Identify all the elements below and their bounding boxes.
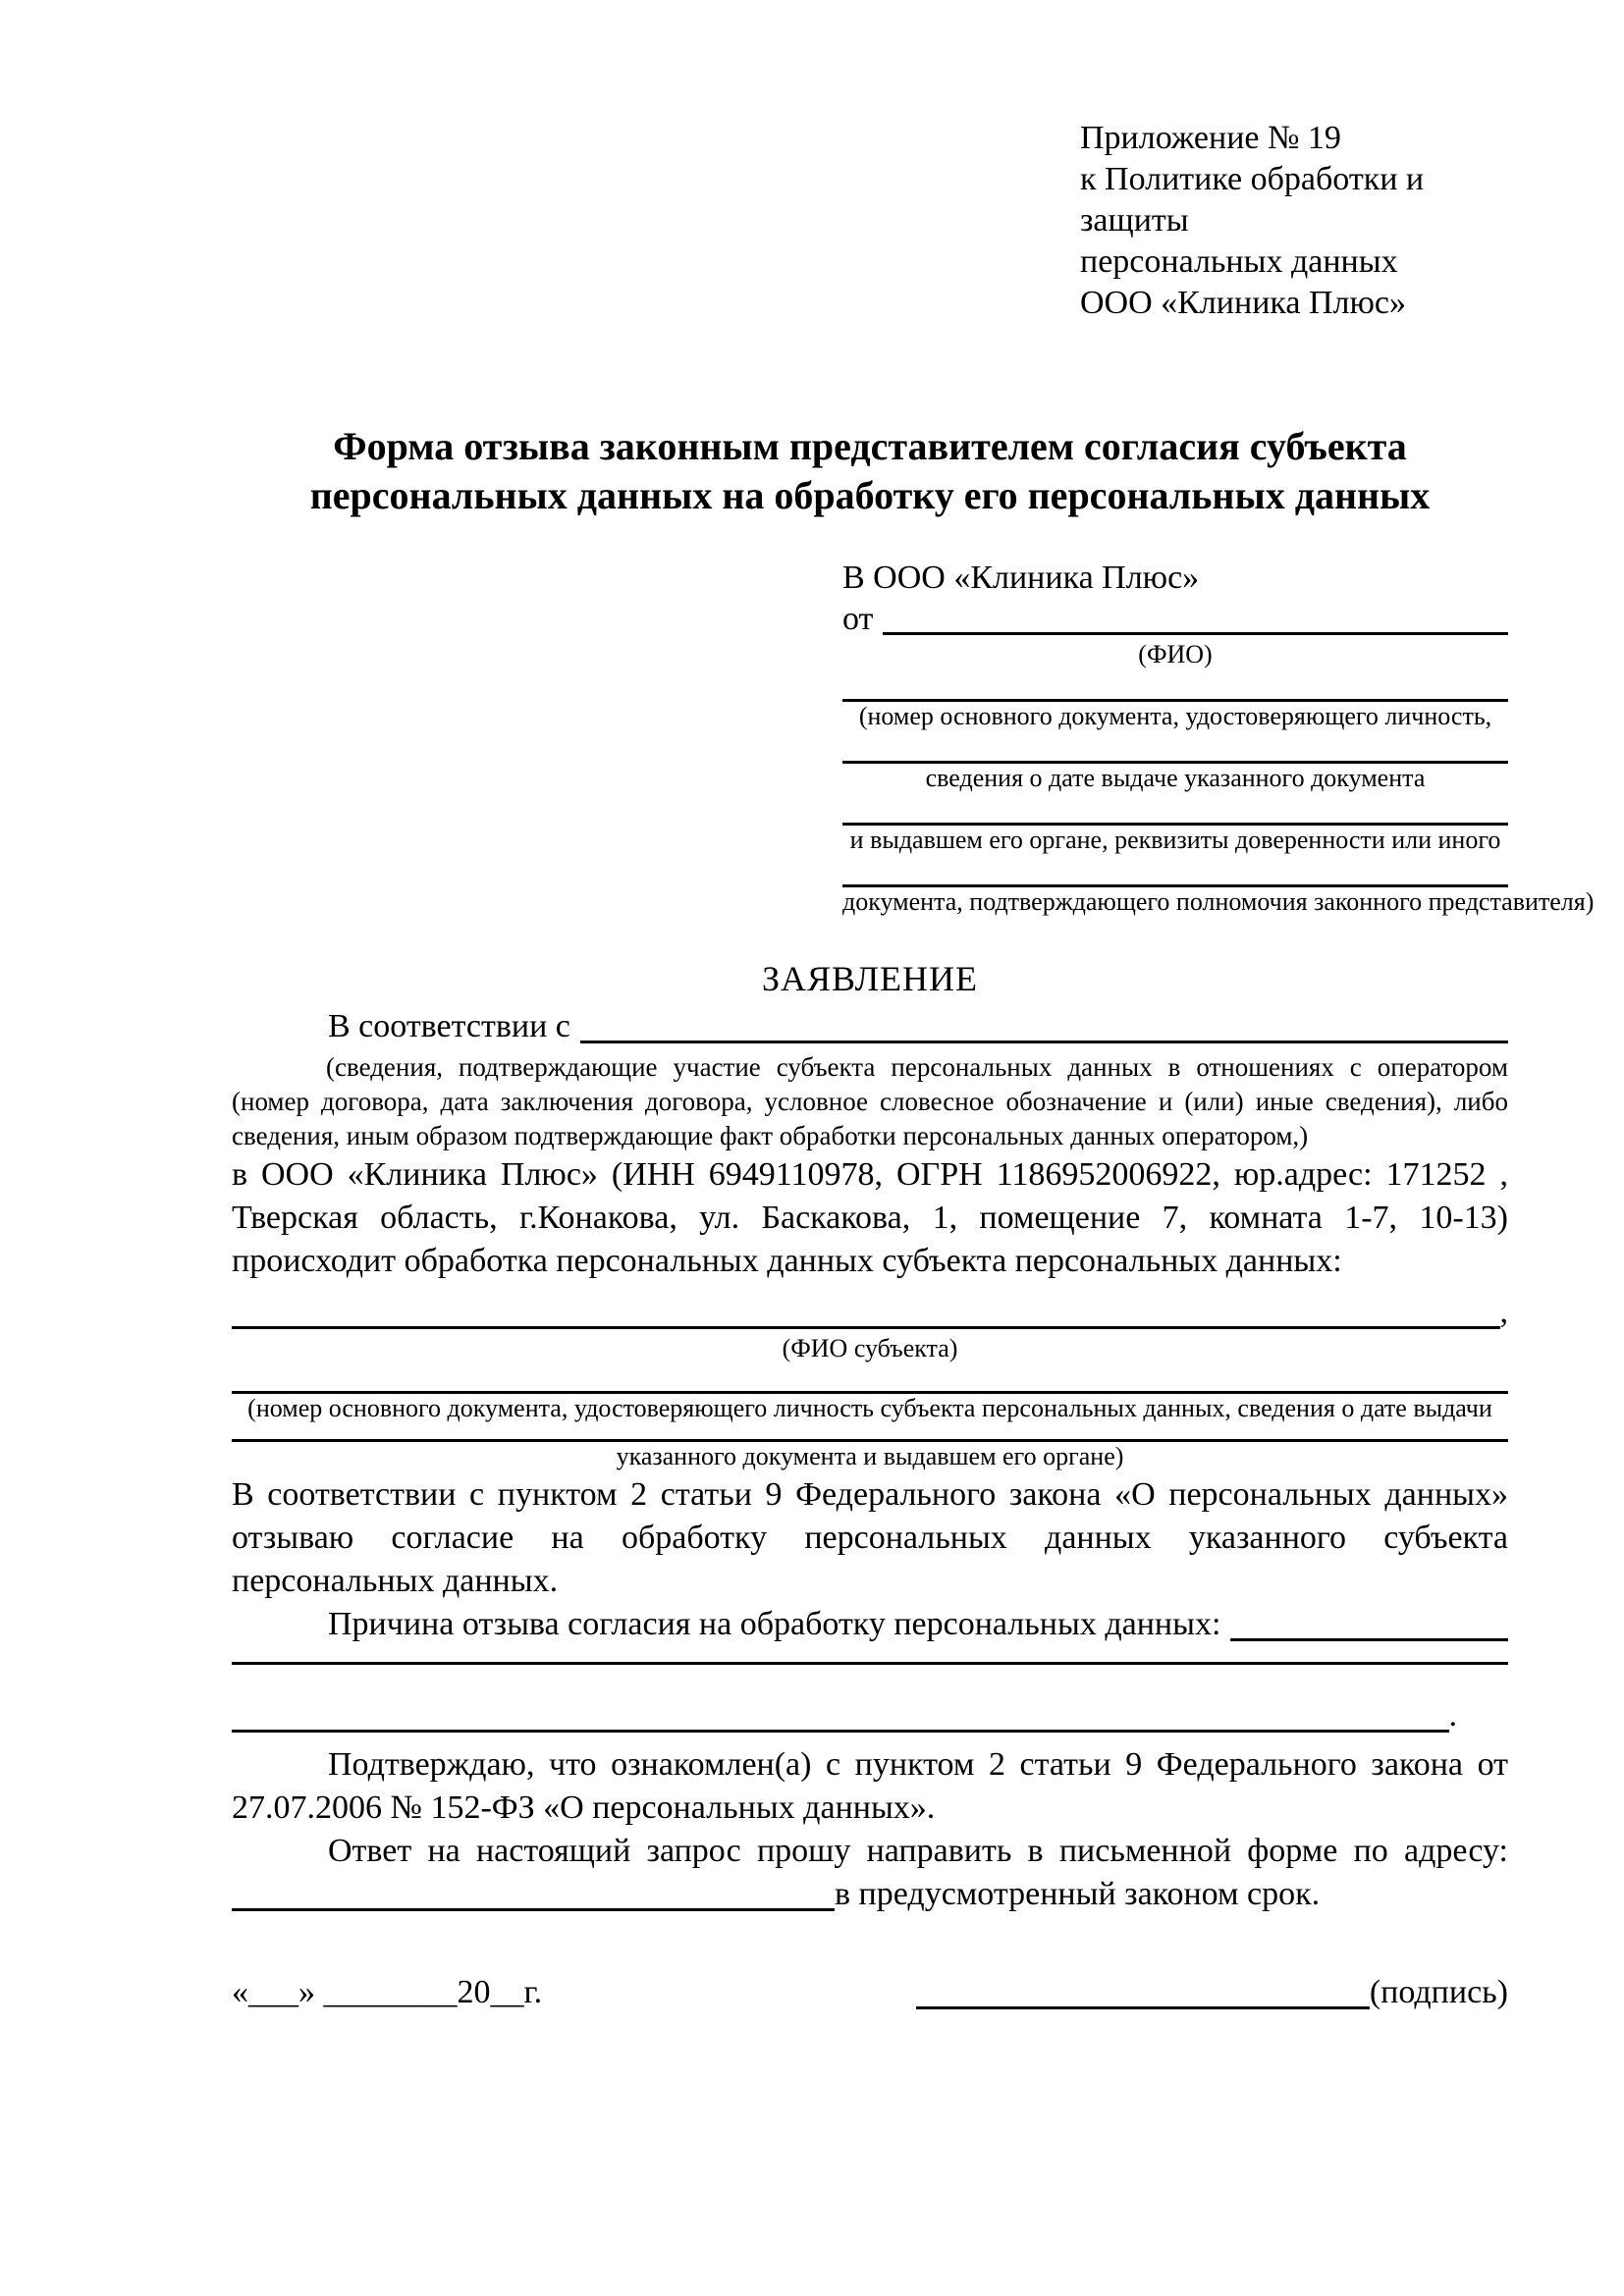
signature-caption: (подпись): [1369, 1974, 1508, 2010]
reason-extra-field-2[interactable]: [232, 1730, 1449, 1733]
statement-heading: ЗАЯВЛЕНИЕ: [761, 959, 979, 998]
subject-fio-caption: (ФИО субъекта): [782, 1334, 958, 1362]
addressee-org: В ООО «Клиника Плюс»: [842, 560, 1200, 596]
appendix-line: к Политике обработки и защиты: [1080, 161, 1425, 239]
reason-label: Причина отзыва согласия на обработку персональных данных:: [328, 1606, 1221, 1642]
signature-field[interactable]: [916, 2006, 1370, 2009]
reason-field[interactable]: [1230, 1638, 1508, 1641]
doc-line-group: [842, 761, 1508, 793]
accordance-row: [232, 1005, 1508, 1048]
accordance-field[interactable]: [580, 1041, 1508, 1043]
signature-group: [916, 1971, 1508, 2014]
doc-caption-1: (номер основного документа, удостоверяющего личность,: [858, 702, 1492, 730]
representative-fio-field[interactable]: [883, 632, 1508, 635]
form-title-line: персональных данных на обработку его персональных данных: [309, 473, 1431, 517]
from-row: [842, 599, 1508, 640]
reason-extra-field-1[interactable]: [232, 1662, 1508, 1665]
confirm-paragraph: Подтверждаю, что ознакомлен(а) с пунктом 2 статьи 9 Федерального закона от 27.07.2006 № 152-ФЗ «О персональных данных».: [232, 1746, 1508, 1826]
form-title: [232, 422, 1508, 520]
doc-line-group: [842, 884, 1595, 917]
reason-row: [232, 1603, 1508, 1646]
subject-doc-caption-1: (номер основного документа, удостоверяющего личность субъекта персональных данных, сведения о дате выдачи: [247, 1394, 1492, 1422]
withdraw-paragraph: В соответствии с пунктом 2 статьи 9 Федерального закона «О персональных данных» отзываю согласие на обработку персональных данных указанного субъекта персональных данных.: [232, 1476, 1508, 1599]
doc-line-group: [842, 823, 1508, 855]
reason-extra-row: [232, 1694, 1508, 1737]
subject-fio-comma: ,: [1499, 1294, 1508, 1330]
appendix-line: ООО «Клиника Плюс»: [1080, 285, 1406, 321]
subject-fio-row: [232, 1291, 1508, 1334]
appendix-note: [1080, 118, 1508, 324]
reason-period: .: [1448, 1697, 1457, 1734]
fio-caption: (ФИО): [1138, 640, 1213, 668]
addressee-block: [842, 558, 1595, 917]
signature-row: [232, 1971, 1508, 2014]
doc-caption-2: сведения о дате выдаче указанного документа: [925, 764, 1426, 792]
answer-address-row: [232, 1873, 1508, 1916]
appendix-line: Приложение № 19: [1080, 120, 1341, 156]
answer-tail: в предусмотренный законом срок.: [835, 1876, 1321, 1912]
subject-doc-caption-2: указанного документа и выдавшем его органе): [616, 1442, 1124, 1470]
date-blank[interactable]: «___» ________20__г.: [232, 1974, 543, 2010]
doc-caption-3: и выдавшем его органе, реквизиты доверенности или иного: [849, 826, 1501, 854]
answer-address-field[interactable]: [232, 1908, 835, 1911]
accordance-label: В соответствии с: [328, 1008, 570, 1044]
form-title-line: Форма отзыва законным представителем согласия субъекта: [333, 424, 1407, 468]
doc-line-group: [842, 699, 1508, 731]
subject-fio-field[interactable]: [232, 1326, 1500, 1329]
doc-caption-4: документа, подтверждающего полномочия законного представителя): [842, 887, 1595, 916]
accordance-note: (сведения, подтверждающие участие субъекта персональных данных в отношениях с оператором (номер договора, дата заключения договора, условное словесное обозначение и (или) иные сведения), либо сведения, иным образом подтверждающие факт обработки персональных данных оператором,): [232, 1052, 1508, 1150]
from-label: от: [842, 601, 874, 637]
answer-paragraph: Ответ на настоящий запрос прошу направить в письменной форме по адресу:: [328, 1833, 1508, 1869]
operator-paragraph: в ООО «Клиника Плюс» (ИНН 6949110978, ОГРН 1186952006922, юр.адрес: 171252 , Тверская область, г.Конакова, ул. Баскакова, 1, помещение 7, комната 1-7, 10-13) происходит обработка персональных данных субъекта персональных данных:: [232, 1156, 1508, 1279]
appendix-line: персональных данных: [1080, 243, 1398, 280]
